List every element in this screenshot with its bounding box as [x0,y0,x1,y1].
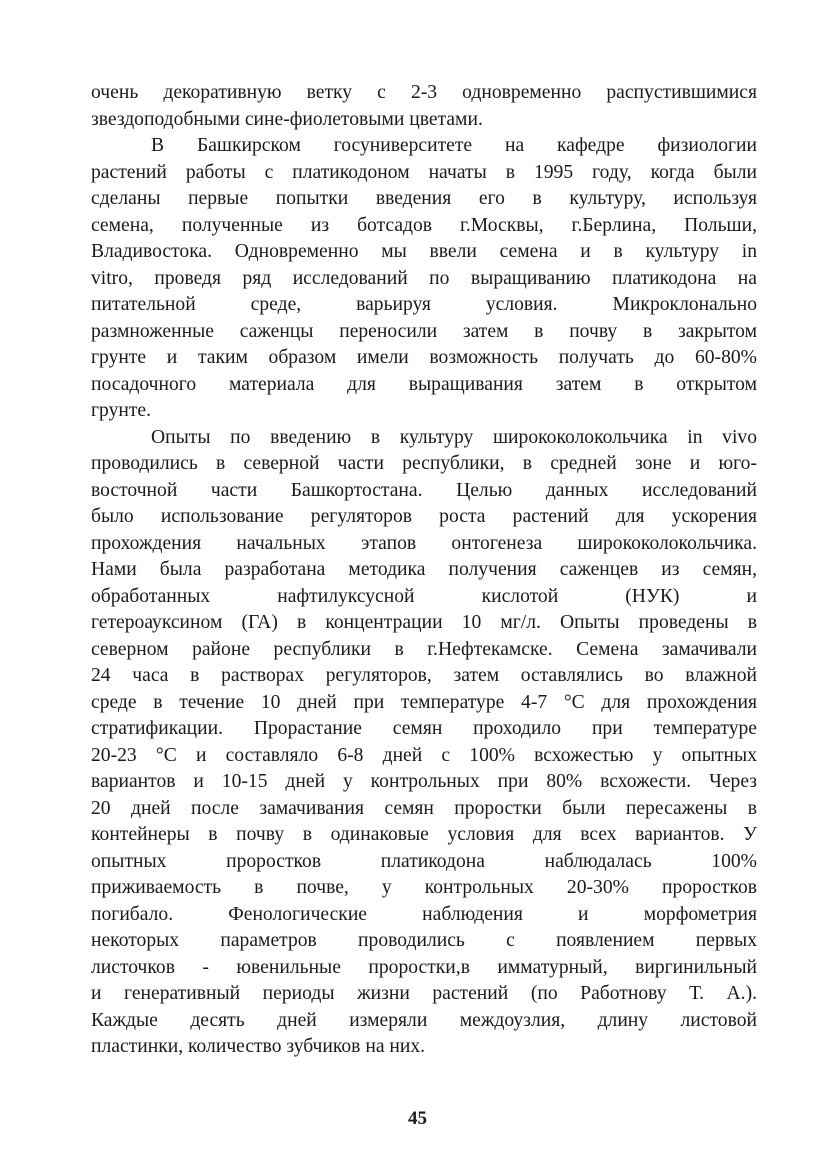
text-line: семена, полученные из ботсадов г.Москвы, г.Берлина, Польши, [91,214,757,236]
text-line: грунте. [91,400,152,421]
text-line: растений работы с платикодоном начаты в 1995 году, когда были [91,161,757,183]
paragraph-3 [91,425,757,1061]
text-line: и генеративный периоды жизни растений (по Работнову Т. А.). [91,983,757,1004]
text-line: контейнеры в почву в одинаковые условия для всех вариантов. У [91,824,757,845]
text-line: погибало. Фенологические наблюдения и морфометрия [91,903,757,925]
text-line: проводились в северной части республики, в средней зоне и юго- [91,453,757,474]
text-line: очень декоративную ветку с 2-3 одновременно распустившимися [91,82,757,103]
text-line: 24 часа в растворах регуляторов, затем оставлялись во влажной [91,665,757,686]
text-line: опытных проростков платикодона наблюдалась 100% [91,850,757,872]
text-line: посадочного материала для выращивания затем в открытом [91,373,757,395]
text-line: 20-23 °С и составляло 6-8 дней с 100% всхожестью у опытных [91,744,757,766]
text-line: Владивостока. Одновременно мы ввели семена и в культуру in [91,241,757,262]
text-line: звездоподобными сине-фиолетовыми цветами. [91,108,483,130]
text-line: vitro, проведя ряд исследований по выращиванию платикодона на [91,267,757,289]
text-line: В Башкирском госуниверситете на кафедре физиологии [151,135,757,156]
text-line: прохождения начальных этапов онтогенеза ширококолокольчика. [91,532,757,554]
text-line: обработанных нафтилуксусной кислотой (НУК) и [91,585,757,607]
page-number: 45 [408,1108,427,1129]
text-line: было использование регуляторов роста растений для ускорения [91,506,757,527]
text-line: северном районе республики в г.Нефтекамске. Семена замачивали [91,638,757,660]
text-line: Опыты по введению в культуру ширококолокольчика in vivo [151,426,757,448]
text-line: гетероауксином (ГА) в концентрации 10 мг/л. Опыты проведены в [91,612,757,633]
page-body [91,80,757,1061]
text-line: грунте и таким образом имели возможность получать до 60-80% [91,347,757,368]
text-line: 20 дней после замачивания семян проростки были пересажены в [91,797,757,819]
text-line: сделаны первые попытки введения его в культуру, используя [91,188,757,209]
text-line: Нами была разработана методика получения саженцев из семян, [91,559,757,580]
text-line: приживаемость в почве, у контрольных 20-30% проростков [91,877,757,898]
text-line: Каждые десять дней измеряли междоузлия, длину листовой [91,1009,757,1031]
text-line: размноженные саженцы переносили затем в почву в закрытом [91,320,757,342]
text-line: листочков - ювенильные проростки,в имматурный, виргинильный [91,956,757,978]
text-line: вариантов и 10-15 дней у контрольных при 80% всхожести. Через [91,771,757,792]
text-line: пластинки, количество зубчиков на них. [91,1036,426,1057]
text-line: восточной части Башкортостана. Целью данных исследований [91,479,757,501]
text-line: среде в течение 10 дней при температуре 4-7 °С для прохождения [91,691,757,713]
paragraph-1 [91,80,757,133]
paragraph-2 [91,133,757,425]
text-line: питательной среде, варьируя условия. Микроклонально [91,294,757,315]
text-line: некоторых параметров проводились с появлением первых [91,930,757,951]
text-line: стратификации. Прорастание семян проходило при температуре [91,718,757,739]
